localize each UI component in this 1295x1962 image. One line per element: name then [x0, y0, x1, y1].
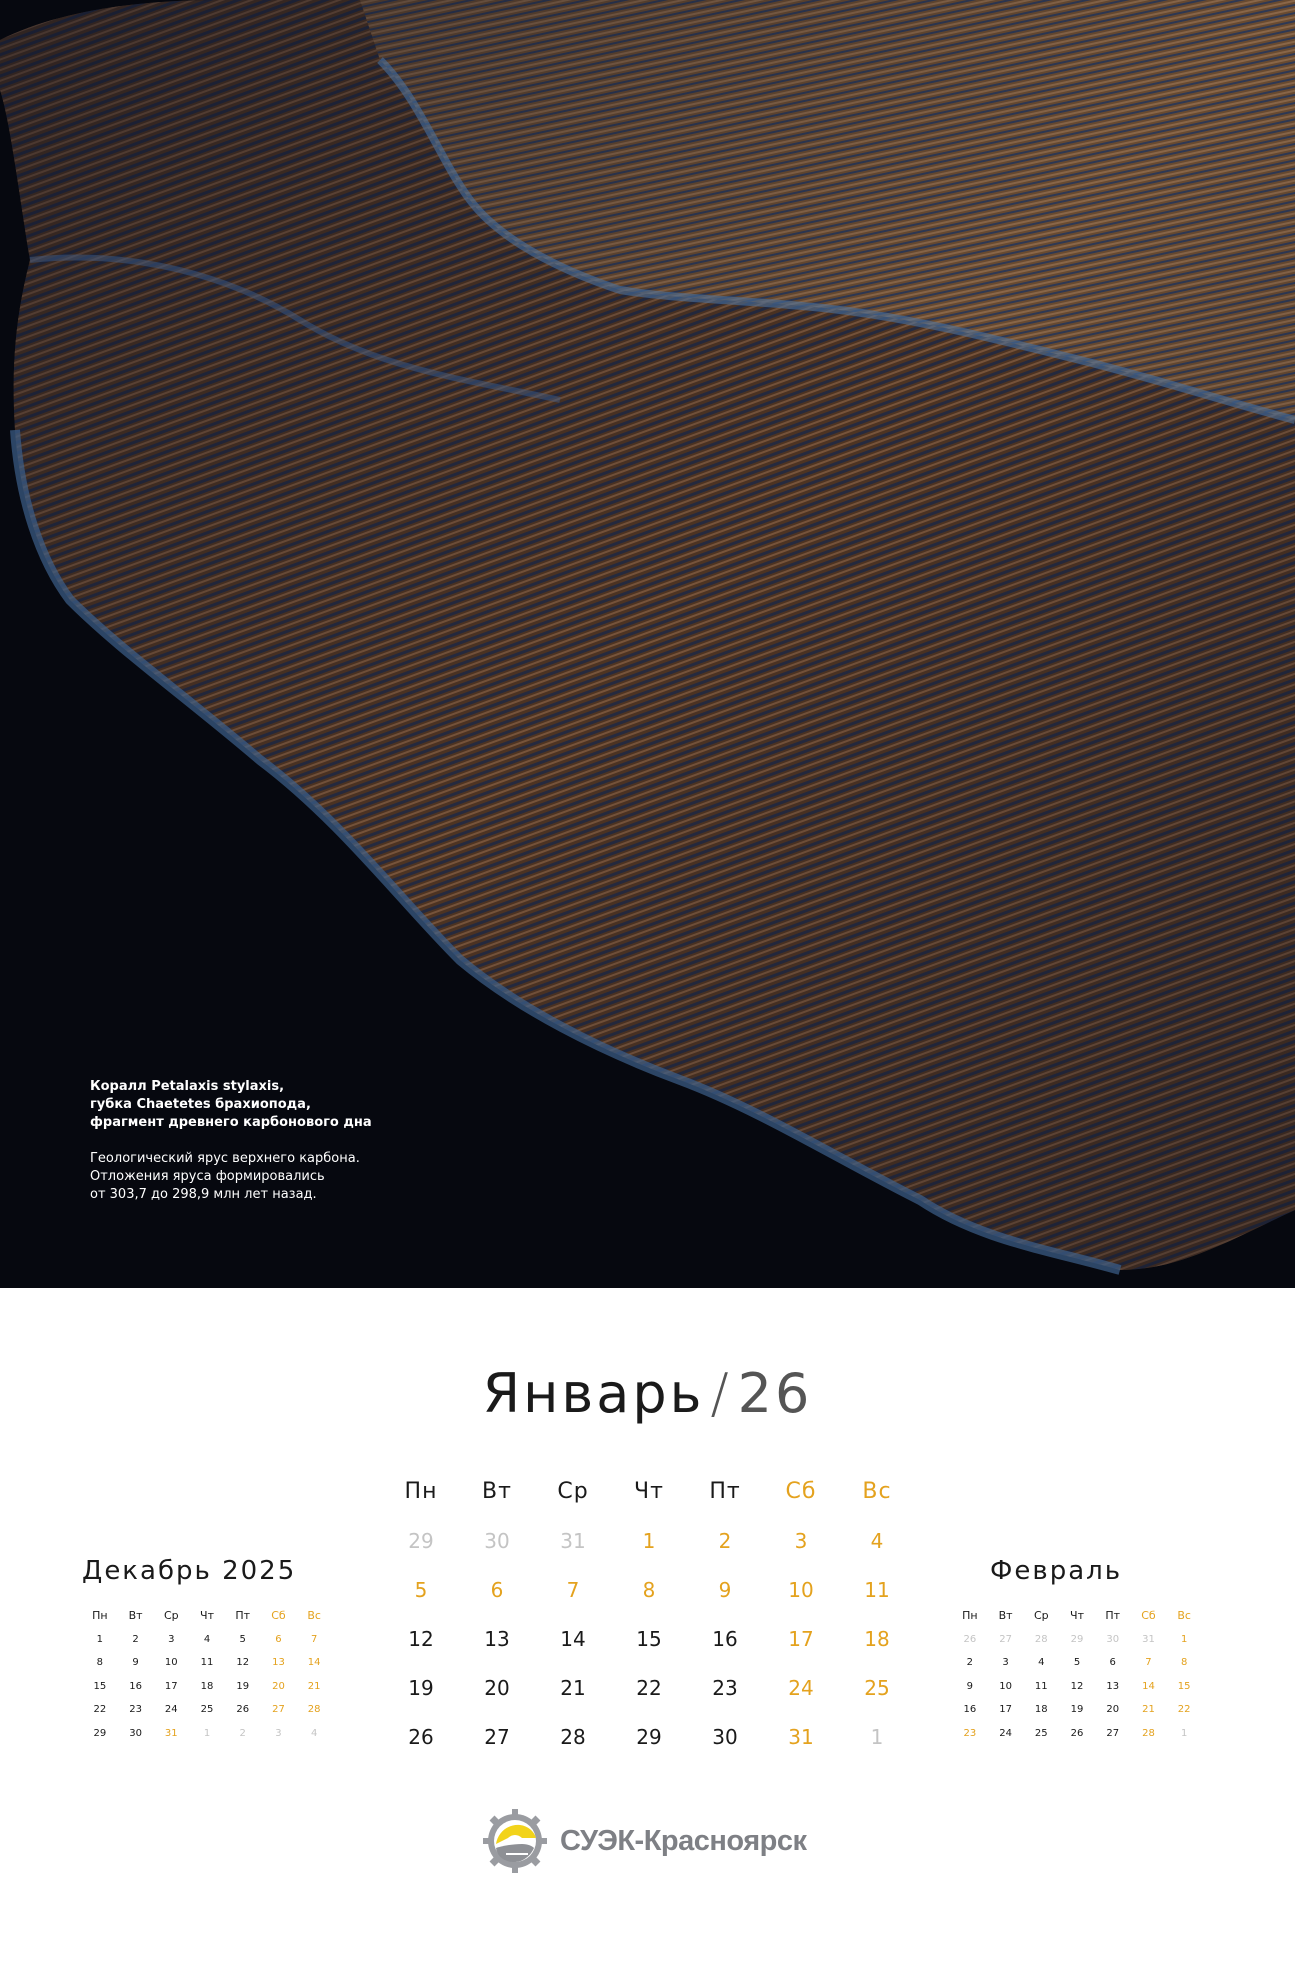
day-cell: 1	[642, 1528, 656, 1553]
next-month-calendar	[952, 1604, 1202, 1745]
day-cell: 16	[963, 1704, 977, 1716]
day-cell: 12	[408, 1626, 434, 1651]
day-cell: 9	[966, 1680, 974, 1692]
day-cell: 1	[203, 1727, 211, 1739]
day-cell: 22	[636, 1675, 662, 1700]
day-cell: 4	[310, 1727, 318, 1739]
day-cell: 28	[307, 1704, 321, 1716]
week-row	[952, 1651, 1202, 1675]
day-cell: 15	[1177, 1680, 1191, 1692]
day-cell: 27	[484, 1724, 510, 1749]
day-cell: 3	[794, 1528, 808, 1553]
day-cell: 21	[560, 1675, 586, 1700]
week-row	[383, 1712, 917, 1761]
day-cell: 15	[93, 1680, 107, 1692]
caption-line: фрагмент древнего карбонового дна	[90, 1115, 372, 1130]
day-cell: 7	[566, 1577, 580, 1602]
week-row	[82, 1722, 332, 1746]
day-cell: 10	[788, 1577, 814, 1602]
main-calendar	[383, 1467, 917, 1761]
day-cell: 14	[307, 1657, 321, 1669]
day-cell: 24	[164, 1704, 178, 1716]
day-cell: 6	[490, 1577, 504, 1602]
day-cell: 26	[963, 1633, 977, 1645]
day-cell: 17	[788, 1626, 814, 1651]
week-row	[952, 1628, 1202, 1652]
weekday-label: Чт	[634, 1479, 664, 1504]
weekday-header	[952, 1604, 1202, 1628]
day-cell: 29	[1070, 1633, 1084, 1645]
weekday-label: Ср	[163, 1609, 179, 1623]
weekday-label: Пн	[404, 1479, 438, 1504]
gear-logo-icon	[482, 1808, 548, 1874]
day-cell: 3	[1002, 1657, 1009, 1669]
weekday-label: Пн	[92, 1609, 108, 1623]
day-cell: 27	[999, 1633, 1012, 1645]
month-slash: /	[710, 1362, 732, 1425]
day-cell: 26	[1070, 1727, 1084, 1739]
day-cell: 2	[132, 1633, 139, 1645]
week-row	[383, 1516, 917, 1565]
weekday-label: Пт	[1105, 1609, 1121, 1623]
day-cell: 6	[275, 1633, 282, 1645]
weekday-label: Ср	[557, 1479, 589, 1504]
day-cell: 1	[870, 1724, 884, 1749]
day-cell: 10	[164, 1657, 178, 1669]
weekday-label: Чт	[200, 1609, 214, 1623]
day-cell: 11	[1034, 1680, 1048, 1692]
day-cell: 23	[129, 1704, 142, 1716]
day-cell: 6	[1109, 1657, 1116, 1669]
week-row	[952, 1698, 1202, 1722]
weekday-label: Вт	[482, 1479, 512, 1504]
photo-caption	[90, 1078, 430, 1204]
day-cell: 21	[1142, 1704, 1155, 1716]
day-cell: 1	[96, 1633, 104, 1645]
prev-month-calendar	[82, 1604, 332, 1745]
day-cell: 4	[203, 1633, 211, 1645]
week-row	[383, 1565, 917, 1614]
caption-line: Геологический ярус верхнего карбона.	[90, 1151, 360, 1166]
day-cell: 1	[1180, 1727, 1188, 1739]
weekday-label: Вт	[998, 1609, 1013, 1623]
weekday-label: Сб	[271, 1609, 286, 1623]
week-row	[952, 1675, 1202, 1699]
month-name: Январь	[482, 1362, 705, 1425]
day-cell: 13	[272, 1657, 285, 1669]
day-cell: 27	[272, 1704, 285, 1716]
caption-line: губка Chaetetes брахиопода,	[90, 1097, 311, 1112]
day-cell: 26	[408, 1724, 434, 1749]
day-cell: 23	[963, 1727, 977, 1739]
day-cell: 29	[408, 1528, 434, 1553]
week-row	[383, 1614, 917, 1663]
day-cell: 29	[636, 1724, 662, 1749]
day-cell: 31	[788, 1724, 814, 1749]
day-cell: 8	[642, 1577, 656, 1602]
day-cell: 3	[275, 1727, 282, 1739]
month-year: 26	[737, 1362, 813, 1425]
logo-text: СУЭК-Красноярск	[560, 1824, 807, 1857]
day-cell: 30	[712, 1724, 738, 1749]
weekday-label: Вс	[862, 1479, 892, 1504]
day-cell: 31	[1142, 1633, 1155, 1645]
day-cell: 14	[1142, 1680, 1155, 1692]
week-row	[383, 1663, 917, 1712]
day-cell: 7	[310, 1633, 318, 1645]
day-cell: 9	[132, 1657, 139, 1669]
day-cell: 16	[712, 1626, 738, 1651]
weekday-label: Чт	[1070, 1609, 1084, 1623]
day-cell: 25	[1034, 1727, 1048, 1739]
company-logo	[482, 1806, 807, 1876]
day-cell: 10	[999, 1680, 1012, 1692]
day-cell: 19	[408, 1675, 434, 1700]
day-cell: 4	[1038, 1657, 1045, 1669]
day-cell: 5	[414, 1577, 428, 1602]
day-cell: 17	[999, 1704, 1012, 1716]
day-cell: 3	[168, 1633, 175, 1645]
weekday-label: Сб	[1141, 1609, 1156, 1623]
day-cell: 8	[1180, 1657, 1188, 1669]
caption-line: Отложения яруса формировались	[90, 1169, 325, 1184]
week-row	[952, 1722, 1202, 1746]
weekday-header	[383, 1467, 917, 1516]
weekday-label: Пт	[709, 1479, 741, 1504]
day-cell: 31	[164, 1727, 178, 1739]
day-cell: 23	[712, 1675, 738, 1700]
day-cell: 12	[1070, 1680, 1084, 1692]
day-cell: 19	[1070, 1704, 1084, 1716]
day-cell: 25	[200, 1704, 214, 1716]
day-cell: 20	[1106, 1704, 1120, 1716]
day-cell: 18	[864, 1626, 890, 1651]
day-cell: 7	[1145, 1657, 1152, 1669]
day-cell: 12	[236, 1657, 250, 1669]
day-cell: 28	[1034, 1633, 1048, 1645]
weekday-label: Пт	[235, 1609, 251, 1623]
day-cell: 11	[864, 1577, 890, 1602]
day-cell: 24	[788, 1675, 814, 1700]
day-cell: 9	[718, 1577, 732, 1602]
day-cell: 22	[93, 1704, 107, 1716]
weekday-header	[82, 1604, 332, 1628]
day-cell: 30	[484, 1528, 510, 1553]
day-cell: 21	[307, 1680, 321, 1692]
day-cell: 29	[93, 1727, 107, 1739]
week-row	[82, 1675, 332, 1699]
day-cell: 27	[1106, 1727, 1120, 1739]
day-cell: 20	[484, 1675, 510, 1700]
weekday-label: Вс	[307, 1609, 321, 1623]
day-cell: 17	[164, 1680, 178, 1692]
day-cell: 20	[272, 1680, 285, 1692]
weekday-label: Вс	[1177, 1609, 1191, 1623]
day-cell: 11	[200, 1657, 214, 1669]
day-cell: 13	[1106, 1680, 1120, 1692]
weekday-label: Ср	[1033, 1609, 1049, 1623]
day-cell: 24	[999, 1727, 1012, 1739]
day-cell: 18	[1034, 1704, 1048, 1716]
month-title	[0, 1362, 1295, 1425]
next-month-title: Февраль	[990, 1556, 1123, 1586]
day-cell: 4	[870, 1528, 884, 1553]
caption-line: Коралл Petalaxis stylaxis,	[90, 1079, 285, 1094]
week-row	[82, 1651, 332, 1675]
weekday-label: Вт	[128, 1609, 143, 1623]
day-cell: 22	[1177, 1704, 1191, 1716]
day-cell: 14	[560, 1626, 586, 1651]
day-cell: 26	[236, 1704, 250, 1716]
day-cell: 5	[1073, 1657, 1081, 1669]
day-cell: 13	[484, 1626, 510, 1651]
weekday-label: Сб	[785, 1479, 817, 1504]
day-cell: 25	[864, 1675, 890, 1700]
caption-line: от 303,7 до 298,9 млн лет назад.	[90, 1187, 317, 1202]
day-cell: 31	[560, 1528, 586, 1553]
day-cell: 30	[1106, 1633, 1120, 1645]
day-cell: 1	[1180, 1633, 1188, 1645]
day-cell: 28	[1142, 1727, 1155, 1739]
day-cell: 28	[560, 1724, 586, 1749]
day-cell: 8	[96, 1657, 104, 1669]
week-row	[82, 1628, 332, 1652]
day-cell: 30	[129, 1727, 142, 1739]
day-cell: 2	[966, 1657, 974, 1669]
day-cell: 18	[200, 1680, 214, 1692]
day-cell: 5	[239, 1633, 246, 1645]
day-cell: 19	[236, 1680, 250, 1692]
day-cell: 15	[636, 1626, 662, 1651]
day-cell: 2	[239, 1727, 246, 1739]
day-cell: 2	[718, 1528, 732, 1553]
prev-month-title: Декабрь 2025	[82, 1556, 297, 1586]
day-cell: 16	[129, 1680, 142, 1692]
weekday-label: Пн	[962, 1609, 978, 1623]
week-row	[82, 1698, 332, 1722]
